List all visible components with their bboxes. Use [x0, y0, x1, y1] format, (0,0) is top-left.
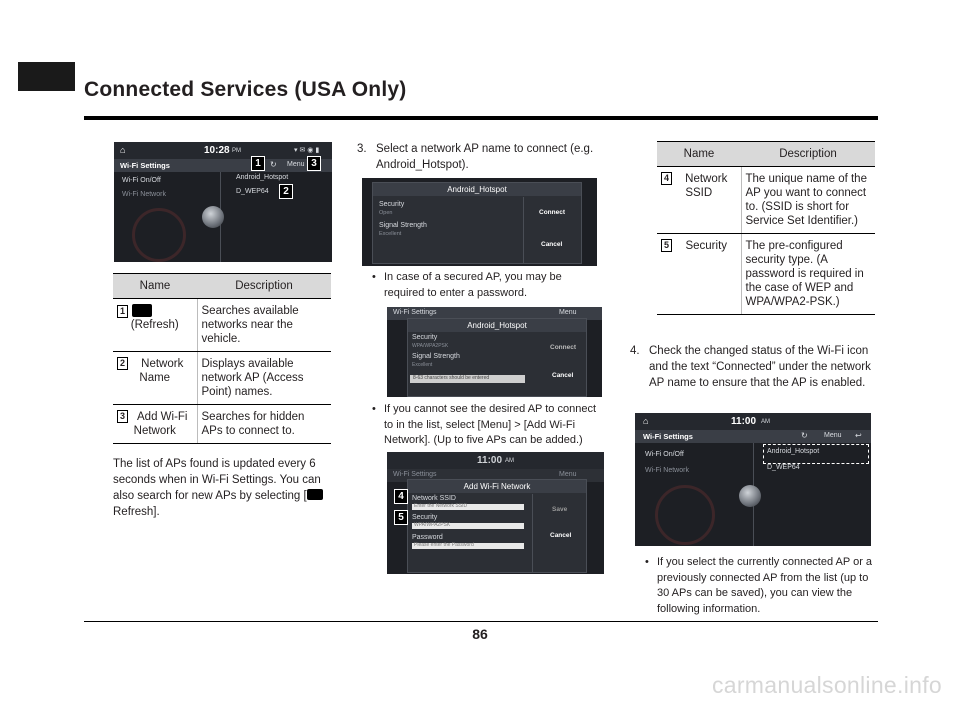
security-label: Security [379, 201, 405, 208]
title-rule [84, 116, 878, 120]
home-icon: ⌂ [120, 145, 126, 155]
screenshot-connected [635, 413, 871, 546]
row-description: Displays available network AP (Access Point) names. [197, 352, 331, 405]
clock: 11:00 [731, 416, 757, 427]
cancel-button[interactable]: Cancel [541, 241, 563, 248]
footer-rule [84, 621, 878, 622]
signal-label: Signal Strength [379, 222, 427, 229]
ap-dialog [407, 318, 587, 397]
screenshot-connect-open [362, 178, 597, 266]
screenshot-wifi-settings [114, 142, 332, 262]
row-name: (Refresh) [130, 319, 179, 331]
chapter-tab [18, 62, 75, 91]
col-name: Name [113, 274, 197, 299]
table-row [657, 234, 875, 315]
cancel-button[interactable]: Cancel [550, 532, 572, 539]
ssid-hint: Enter the Network SSID [414, 503, 468, 509]
step-text: Select a network AP name to connect (e.g. Android_Hotspot). [376, 143, 594, 171]
status-icons: ▾ ✉ ◉ ▮ [294, 147, 320, 154]
page-title: Connected Services (USA Only) [84, 78, 407, 101]
scroll-knob[interactable] [739, 485, 761, 507]
refresh-icon[interactable]: ↻ [270, 160, 277, 169]
status-bar [387, 452, 604, 469]
header-title: Wi-Fi Settings [643, 432, 693, 441]
ampm: PM [232, 148, 241, 154]
callout-1: 1 [251, 156, 265, 171]
add-network-dialog [407, 479, 587, 573]
wifi-network[interactable]: Wi-Fi Network [122, 191, 166, 198]
row-description: Searches for hidden APs to connect to. [197, 405, 331, 444]
bullet-cannot-see: • If you cannot see the desired AP to connect to in the list, select [Menu] > [Add Wi-Fi Network]. (Up to five APs can be added.) [372, 403, 596, 446]
header-bar [635, 430, 871, 443]
network-item[interactable]: Android_Hotspot [236, 174, 289, 181]
refresh-icon [307, 489, 323, 500]
dialog-title: Android_Hotspot [408, 319, 586, 332]
wifi-graphic [655, 485, 715, 545]
header-title: Wi-Fi Settings [393, 309, 437, 316]
header-title: Wi-Fi Settings [393, 471, 437, 478]
password-label: Password [412, 534, 443, 541]
row-name: Network Name [139, 358, 184, 384]
signal-label: Signal Strength [412, 353, 460, 360]
table-row [113, 299, 331, 352]
callout-2: 2 [279, 184, 293, 199]
page-number: 86 [472, 626, 488, 642]
clock: 11:00 [477, 455, 503, 466]
dialog-title: Add Wi-Fi Network [408, 480, 586, 493]
network-item[interactable]: D_WEP64 [767, 464, 800, 471]
home-icon: ⌂ [643, 416, 649, 426]
step-number: 4. [630, 345, 640, 357]
status-bar [635, 413, 871, 430]
header-title: Wi-Fi Settings [120, 161, 170, 170]
col-description: Description [741, 142, 875, 167]
dialog-title: Android_Hotspot [373, 183, 581, 196]
table-header-row [657, 142, 875, 167]
back-icon[interactable]: ↩ [855, 431, 862, 440]
cancel-button[interactable]: Cancel [552, 372, 574, 379]
security-value: WPA/WPA2PSK [412, 343, 449, 349]
step-text: Check the changed status of the Wi-Fi icon and the text “Connected” under the network AP name to ensure that the AP is enabled. [649, 345, 871, 389]
bullet-secured: • In case of a secured AP, you may be required to enter a password. [372, 271, 562, 299]
bullet-connected: • If you select the currently connected AP or a previously connected AP from the list (up to 30 APs can be saved), you can view the following information. [645, 556, 873, 615]
table-ssid-security [657, 141, 875, 315]
menu-button[interactable]: Menu [824, 432, 842, 439]
ampm: AM [505, 458, 514, 464]
password-hint: Please enter the Password [414, 542, 474, 548]
row-description: Searches available networks near the vehicle. [197, 299, 331, 352]
header-bar [114, 159, 332, 172]
watermark: carmanualsonline.info [711, 672, 942, 698]
screenshot-connect-secured [387, 307, 602, 397]
security-label: Security [412, 514, 438, 521]
row-name: Add Wi-Fi Network [133, 411, 188, 437]
row-number: 3 [117, 410, 128, 423]
list-update-paragraph: The list of APs found is updated every 6 seconds when in Wi-Fi Settings. You can also search for new APs by selecting [ Refresh]. [113, 458, 321, 518]
network-item[interactable]: D_WEP64 [236, 188, 269, 195]
col-description: Description [197, 274, 331, 299]
wifi-graphic [132, 208, 186, 262]
screenshot-add-network [387, 452, 604, 574]
wifi-onoff[interactable]: Wi-Fi On/Off [122, 177, 161, 184]
menu-button[interactable]: Menu [559, 471, 577, 478]
ssid-label: Network SSID [412, 495, 456, 502]
row-number: 4 [661, 172, 672, 185]
signal-value: Excellent [412, 362, 433, 368]
network-item[interactable]: Android_Hotspot [767, 448, 820, 455]
wifi-onoff[interactable]: Wi-Fi On/Off [645, 451, 684, 458]
table-refresh-network [113, 273, 331, 444]
callout-4: 4 [394, 489, 408, 504]
save-button[interactable]: Save [552, 506, 568, 513]
password-hint: 8-63 characters should be entered [413, 375, 490, 381]
wifi-network[interactable]: Wi-Fi Network [645, 467, 689, 474]
security-value: Open [379, 210, 393, 216]
table-row [657, 167, 875, 234]
connect-button[interactable]: Connect [539, 209, 565, 216]
menu-button[interactable]: Menu [559, 309, 577, 316]
row-number: 2 [117, 357, 128, 370]
status-bar [114, 142, 332, 159]
divider [523, 197, 524, 263]
refresh-icon [132, 304, 152, 317]
security-label: Security [412, 334, 438, 341]
connect-button[interactable]: Connect [550, 344, 576, 351]
refresh-icon[interactable]: ↻ [801, 431, 808, 440]
col-name: Name [657, 142, 741, 167]
scroll-knob[interactable] [202, 206, 224, 228]
table-row [113, 352, 331, 405]
step-4 [630, 343, 875, 391]
row-description: The pre-configured security type. (A password is required in the case of WEP and WPA/WPA2-PSK.) [741, 234, 875, 315]
row-name: Network SSID [685, 173, 728, 199]
ap-dialog [372, 182, 582, 264]
row-number: 5 [661, 239, 672, 252]
callout-3: 3 [307, 156, 321, 171]
table-header-row [113, 274, 331, 299]
clock: 10:28 [204, 145, 230, 156]
menu-button[interactable]: Menu [287, 161, 305, 168]
step-number: 3. [357, 143, 367, 155]
row-name: Security [685, 240, 728, 252]
table-row [113, 405, 331, 444]
security-value: WPA/WPA2PSK [414, 522, 451, 528]
row-description: The unique name of the AP you want to connect to. (SSID is short for Service Set Identifier.) [741, 167, 875, 234]
signal-value: Excellent [379, 231, 402, 237]
row-number: 1 [117, 305, 128, 318]
callout-5: 5 [394, 510, 408, 525]
divider [532, 494, 533, 572]
step-3 [357, 141, 607, 173]
ampm: AM [761, 419, 770, 425]
